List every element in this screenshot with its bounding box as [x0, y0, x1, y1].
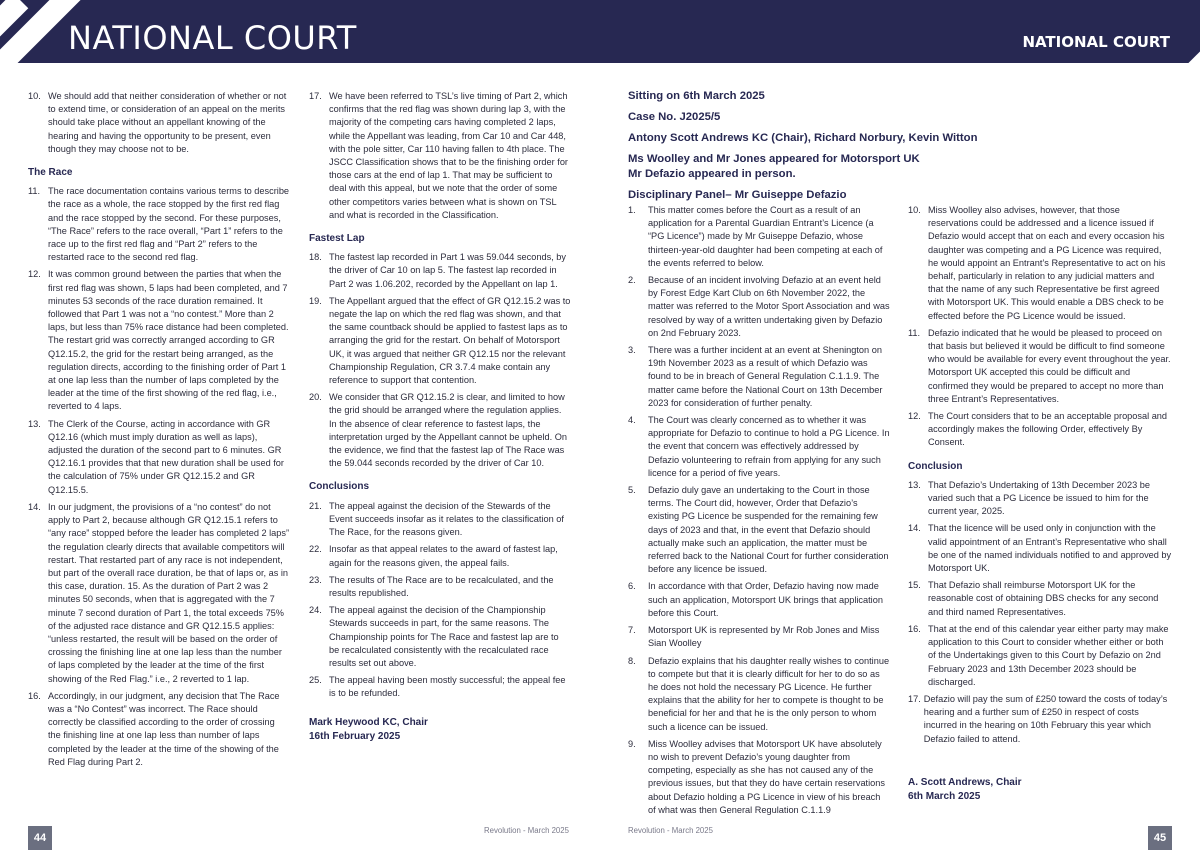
list-item: 10. We should add that neither consideration of whether or not to extend time, or consideration of an appeal on the merits should take place without an appellant knowing of the hearing and having the opportunity to be present, even though they may choose not to be. [28, 91, 287, 154]
signature-block-left [309, 716, 571, 743]
signature-name: A. Scott Andrews, Chair [908, 777, 1022, 788]
column-1 [28, 90, 290, 773]
panel-members: Antony Scott Andrews KC (Chair), Richard Norbury, Kevin Witton [628, 132, 978, 144]
list-item: 16. That at the end of this calendar year either party may make application to this Court to consider whether either or both of the Undertakings given to this Court by Defazio on 2nd February 2023 and 13th December 2023 should be discharged. [908, 623, 1169, 687]
list-item: 8. Defazio explains that his daughter really wishes to continue to compete but that it is clearly difficult for her to do so as he does not hold the necessary PG Licence. He further explains that the ability for her to compete is thought to be beneficial for her and that he is the only person to whom such a licence can be issued. [628, 655, 890, 732]
list-item: 16. Accordingly, in our judgment, any decision that The Race was a “No Contest” was incorrect. The Race should correctly be classified according to the order of crossing the finishing line at one lap less than number of laps completed by the leader at the time of the showing of the Red Flag during Part 2. [28, 690, 280, 767]
appearance-line-2: Mr Defazio appeared in person. [628, 168, 796, 180]
list-item: 12. The Court considers that to be an acceptable proposal and accordingly makes the following Order, effectively By Consent. [908, 411, 1168, 448]
sitting-date: Sitting on 6th March 2025 [628, 90, 765, 102]
list-item: 24. The appeal against the decision of the Championship Stewards succeeds in part, for the same reasons. The Championship points for The Race and fastest lap are to be recalculated consistently with the recalculated race results set out above. [309, 605, 559, 668]
list-item: 17. We have been referred to TSL’s live timing of Part 2, which confirms that the red flag was shown during lap 3, with the majority of the competing cars having completed 2 laps, while the Appellant was leading, from Car 10 and Car 448, with the pole sitter, Car 110 having fallen to 4th place. The JSCC Classification shows that to be the finishing order for those cars at the end of lap 1. That may be sufficient to deal with this appeal, but we note that the order of some other competitors varies between what is shown on TSL and what is recorded in the Classification. [309, 91, 568, 220]
list-item: 6. In accordance with that Order, Defazio having now made such an application, Motorsport UK brings that application before this Court. [628, 581, 883, 618]
list-item: 21. The appeal against the decision of the Stewards of the Event succeeds insofar as it relates to the classification of The Race, for the reasons given. [309, 500, 564, 538]
list-item: 12. It was common ground between the parties that when the first red flag was shown, 5 laps had been completed, and 7 minutes 53 seconds of the race duration remained. It followed that Part 1 was not a “no contest.” More than 2 laps, but less than 75% race distance had been completed. The restart grid was correctly arranged according to GR Q12.15.2, the grid for the restart being arranged, as the regulation directs, according to the finishing order of Part 1 at one lap less than the number of laps completed by the leader at the time of the first showing of the red flag, i.e., reverted to 4 laps. [28, 269, 289, 412]
list-item: 25. The appeal having been mostly successful; the appeal fee is to be refunded. [309, 675, 566, 699]
page-title-left: NATIONAL COURT [68, 19, 357, 57]
signature-date: 16th February 2025 [309, 730, 401, 742]
list-item: 4. The Court was clearly concerned as to whether it was appropriate for Defazio to continue to hold a PG Licence. In the event that concern was effectively addressed by Defazio volunteering to refrain from applying for any such licence for a period of five years. [628, 415, 890, 478]
column-2 [309, 90, 571, 705]
list-item: 5. Defazio duly gave an undertaking to the Court in those terms. The Court did, however, Order that Defazio’s existing PG Licence be suspended for the remaining few days of 2023 and that, in the event that Defazio should actually make such an application, the matter must be referred back to the National Court for further consideration before any licence be issued. [628, 485, 889, 575]
case-meta [628, 89, 1148, 203]
list-item: 11. The race documentation contains various terms to describe the race as a whole, the race stopped by the first red flag and the race stopped by the second. For these purposes, “The Race” refers to the race overall, “Part 1” refers to the race up to the first red flag and “Part 2” refers to the restarted race to the second red flag. [28, 186, 290, 263]
decorative-stripe-right [1167, 0, 1200, 63]
case-number: Case No. J2025/5 [628, 111, 721, 123]
list-item: 19. The Appellant argued that the effect of GR Q12.15.2 was to negate the lap on which the red flag was shown, and that the same countback should be applied to fastest laps as to arranging the grid for the restart. On behalf of Motorsport UK, it was argued that neither GR Q12.15 nor the relevant Championship Regulation, CR 3.7.4 make contain any reference to support that contention. [309, 295, 571, 386]
section-heading-fastest-lap: Fastest Lap [309, 233, 365, 245]
list-item: 3. There was a further incident at an event at Shenington on 19th November 2023 as a result of which Defazio was found to be in breach of General Regulation C.1.1.9. The matter came before the National Court on 13th December 2023 for consideration of further penalty. [628, 345, 883, 408]
header-banner [0, 0, 1200, 63]
list-item: 14. That the licence will be used only in conjunction with the valid appointment of an Entrant’s Representative who shall be one of the named individuals notified to and approved by Motorsport UK. [908, 523, 1172, 574]
case-subject: Disciplinary Panel– Mr Guiseppe Defazio [628, 189, 847, 201]
footer-publication-left: Revolution - March 2025 [484, 826, 569, 835]
footer-publication-right: Revolution - March 2025 [628, 826, 713, 835]
list-item: 23. The results of The Race are to be recalculated, and the results republished. [309, 574, 554, 598]
list-item: 11. Defazio indicated that he would be pleased to proceed on that basis but believed it would be difficult to find someone who would be available for every event throughout the year. Motorsport UK accepted this could be difficult and confirmed they would be prepared to accept no more than three Entrant’s Representatives. [908, 327, 1171, 404]
list-item: 1. This matter comes before the Court as a result of an application for a Parental Guardian Entrant’s Licence (a “PG Licence”) made by Mr Guiseppe Defazio, whose thirteen-year-old daughter had been competing at each of the events referred to below. [628, 205, 883, 268]
list-item: 18. The fastest lap recorded in Part 1 was 59.044 seconds, by the driver of Car 10 on lap 5. The fastest lap recorded in Part 2 was 1.06.202, recorded by the Appellant on lap 1. [309, 252, 566, 289]
page-number-right: 45 [1148, 826, 1172, 850]
list-item: 2. Because of an incident involving Defazio at an event held by Forest Edge Kart Club on 6th November 2022, the matter was referred to the Motor Sport Association and was resolved by way of a written undertaking given by Defazio on 2nd February 2023. [628, 275, 890, 338]
list-item: 10. Miss Woolley also advises, however, that those reservations could be addressed and a licence issued if Defazio would accept that on each and every occasion his daughter was competing and a PG Licence was required, he would appoint an Entrant’s Representative to act on his behalf, particularly in relation to any judicial matters and that the name of any such Representative be first agreed with Motorsport UK. This would enable a DBS check to be effected before the PG Licence would be issued. [908, 205, 1166, 321]
page-title-right: NATIONAL COURT [1022, 33, 1170, 51]
section-heading-conclusions: Conclusions [309, 481, 370, 493]
list-item: 22. Insofar as that appeal relates to the award of fastest lap, again for the reasons given, the appeal fails. [309, 544, 558, 568]
list-item: 14. In our judgment, the provisions of a “no contest” do not apply to Part 2, because although GR Q12.15.1 refers to “any race” stopped before the leader has completed 2 laps” the regulation clearly directs that available competitors will restart. That restarted part of any race is not independent, but part of the overall race duration, be that of laps or, as in this case, duration. 15. As the duration of Part 2 was 2 minutes 50 seconds, when that is aggregated with the 7 minute 7 second duration of Part 1, the total exceeds 75% of the adjusted race distance and GR Q12.15.5 applies: “unless restarted, the result will be based on the order of crossing the finishing line at one lap less than the number of laps completed by the leader at the time of the first showing of the Red Flag.” i.e., 2 reverted to 1 lap. [28, 501, 290, 684]
list-item: 20. We consider that GR Q12.15.2 is clear, and limited to how the grid should be arranged where the regulation applies. In the absence of clear reference to fastest laps, the interpretation urged by the Appellant cannot be upheld. On the evidence, we find that the fastest lap of The Race was the 59.044 seconds recorded by the driver of Car 10. [309, 392, 568, 469]
list-item: 15. That Defazio shall reimburse Motorsport UK for the reasonable cost of obtaining DBS checks for any second and third named Representatives. [908, 580, 1159, 617]
section-heading-the-race: The Race [28, 167, 73, 179]
page-number-left: 44 [28, 826, 52, 850]
list-item: 7. Motorsport UK is represented by Mr Rob Jones and Miss Sian Woolley [628, 625, 880, 649]
signature-date: 6th March 2025 [908, 790, 981, 802]
section-heading-conclusion: Conclusion [908, 460, 963, 472]
list-item: 13. That Defazio’s Undertaking of 13th December 2023 be varied such that a PG Licence be issued to him for the current year, 2025. [908, 479, 1150, 517]
list-item: 17. Defazio will pay the sum of £250 toward the costs of today’s hearing and a further sum of £250 in respect of costs incurred in the hearing on 10th February this year which Defazio failed to attend. [908, 693, 1168, 744]
column-4 [908, 204, 1172, 750]
signature-name: Mark Heywood KC, Chair [309, 717, 428, 728]
column-3 [628, 204, 890, 821]
list-item: 9. Miss Woolley advises that Motorsport UK have absolutely no wish to prevent Defazio’s young daughter from competing, especially as she has not caused any of the previous issues, but that they do have certain reservations about Defazio holding a PG Licence in view of his breach of what was then General Regulation C.1.1.9 [628, 738, 885, 815]
appearance-line-1: Ms Woolley and Mr Jones appeared for Motorsport UK [628, 153, 920, 165]
signature-block-right [908, 776, 1172, 803]
list-item: 13. The Clerk of the Course, acting in accordance with GR Q12.16 (which must imply duration as well as laps), adjusted the duration of the second part to 6 minutes. GR Q12.16.1 provides that that new duration shall be used for the calculation of 75% under GR Q12.15.2 and GR Q12.15.5. [28, 418, 284, 495]
